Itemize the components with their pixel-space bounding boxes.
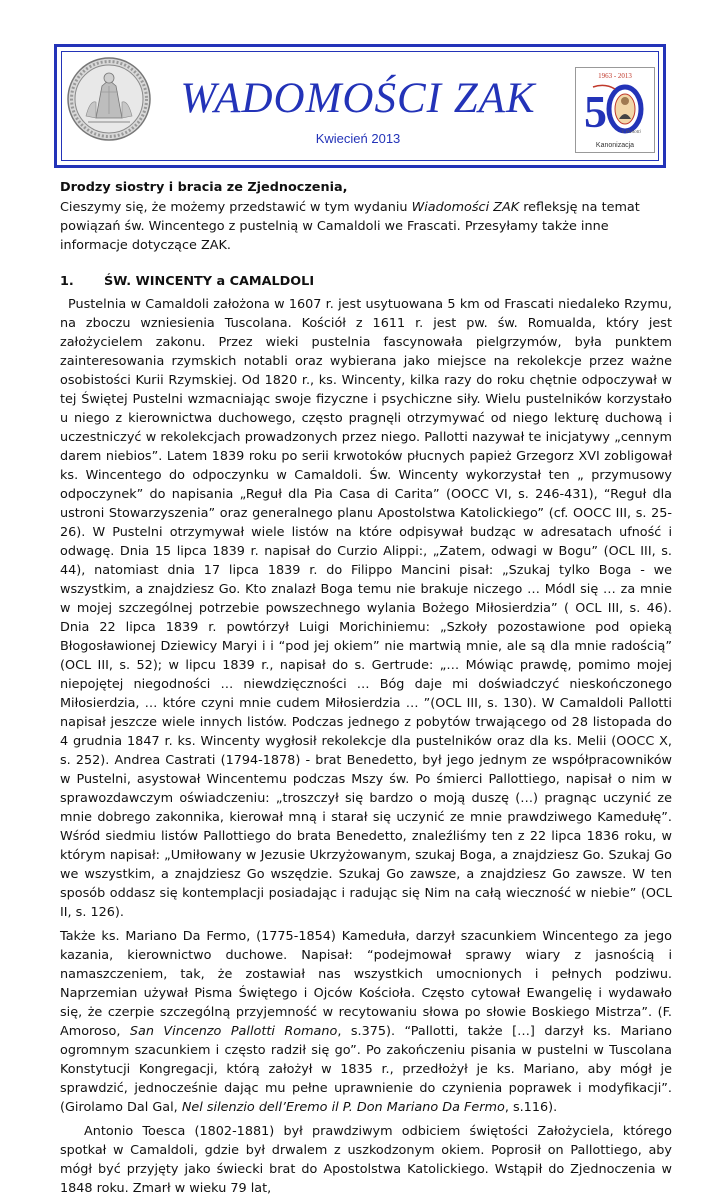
intro-text-1: Cieszymy się, że możemy przedstawić w tym wydaniu	[60, 200, 412, 215]
paragraph-mariano	[60, 927, 672, 1117]
section-number: 1.	[60, 274, 74, 289]
article-body	[60, 178, 672, 1198]
svg-text:5: 5	[584, 86, 607, 137]
logo-caption-text: Kanonizacja	[595, 142, 635, 149]
mariano-text-3: , s.116).	[504, 1100, 558, 1115]
paragraph-toesca: Antonio Toesca (1802-1881) był prawdziwym odbiciem świętości Założyciela, którego spotkał w Camaldoli, gdzie był drwalem z uszkodzonym okiem. Poprosił on Pallottiego, aby mógł być przyjęty jako świecki brat do Apostolstwa Katolickiego. Wstąpił do Zjednoczenia w 1848 roku. Zmarł w wieku 79 lat,	[60, 1124, 672, 1196]
paragraph-camaldoli: Pustelnia w Camaldoli założona w 1607 r. jest usytuowana 5 km od Frascati niedaleko Rzymu, na zboczu wzniesienia Tuscolana. Kościół z 1611 r. jest pw. św. Romualda, który jest założycielem zakonu. Przez wieki pustelnia fascynowała pielgrzymów, była punktem zainteresowania rzymskich notabli oraz wybierana jako miejsce na rekolekcje przez ważne osobistości Kurii Rzymskiej. Od 1820 r., ks. Wincenty, kilka razy do roku chętnie odpoczywał w tej Świętej Pustelni wzmacniając swoje fizyczne i psychiczne siły. Wielu pustelników korzystało u niego z kierownictwa duchowego, często pragnęli otrzymywać od niego lekturę duchową i uczestniczyć w rekolekcjach prowadzonych przez niego. Pallotti nazywał te inicjatywy „cennym darem niebios”. Latem 1839 roku po serii krwotoków płucnych papież Grzegorz XVI zobligował ks. Wincentego do odpoczynku w Camaldoli. Św. Wincenty wykorzystał ten „ przymusowy odpoczynek” do napisania „Reguł dla Pia Casa di Carita” (OOCC VI, s. 246-431), “Reguł dla ustroni Stowarzyszenia” oraz generalnego planu Apostolstwa Katolickiego” (cf. OOCC III, s. 25-26). W Pustelni otrzymywał wiele listów na które odpisywał budząc w adresatach ufność i odwagę. Dnia 15 lipca 1839 r. napisał do Curzio Alippi:, „Zatem, odwagi w Bogu” (OCL III, s. 44), natomiast dnia 17 lipca 1839 r. do Filippo Mancini pisał: „Szukaj tylko Boga - we wszystkim, a znajdziesz Go. Kto znalazł Boga temu nie brakuje niczego … Módl się … za mnie w mojej szczególnej potrzebie powszechnego wylania Bożego Miłosierdzia” ( OCL III, s. 46). Dnia 22 lipca 1839 r. powtórzył Luigi Morichiniemu: „Szkoły pozostawione pod opieką Błogosławionej Dziewicy Maryi i i “pod jej okiem” nie martwią mnie, ale są dla mnie radością” (OCL III, s. 52); w lipcu 1839 r., napisał do s. Gertrude: „… Mówiąc prawdę, pomimo mojej niepojętej niegodności … niewdzięczności … Bóg daje mi doświadczyć nieskończonego Miłosierdzia, … które czyni mnie cudem Miłosierdzia … ”(OCL III, s. 130). W Camaldoli Pallotti napisał jeszcze wiele innych listów. Podczas jednego z pobytów trwającego od 28 listopada do 4 grudnia 1847 r. ks. Wincenty wygłosił rekolekcje dla pustelników oraz dla ks. Melii (OOCC X, s. 252). Andrea Castrati (1794-1878) - brat Benedetto, był jego jednym ze współpracowników w Pustelni, asystował Wincentemu podczas Mszy św. Po śmierci Pallottiego, napisał o nim w sprawozdawczym oświadczeniu: „troszczył się bardzo o moją duszę (…) pragnąc uczynić ze mnie dobrego zakonnika, kierował mną i starał się uczynić ze mnie prawdziwego Kamedułę”. Wśród siedmiu listów Pallottiego do brata Benedetto, znaleźliśmy ten z 22 lipca 1836 roku, w którym napisał: „Umiłowany w Jezusie Ukrzyżowanym, szukaj Boga, a znajdziesz Go. Szukaj Go we wszystkim, a znajdziesz Go wszędzie. Szukaj Go zawsze, a znajdziesz Go zawsze. W ten sposób oddasz się kontemplacji posiadając i radując się Nim na całą wieczność w niebie” (OCL II, s. 126).	[60, 297, 672, 920]
mariano-citation-1: San Vincenzo Pallotti Romano	[129, 1024, 338, 1039]
issue-date: Kwiecień 2013	[315, 131, 401, 146]
logo-years-text: 1963 - 2013	[598, 72, 632, 80]
seal-emblem-image	[66, 56, 152, 142]
section-heading	[60, 272, 672, 291]
section-title: ŚW. WINCENTY a CAMALDOLI	[104, 274, 315, 289]
mariano-text-2: , s.375). “Pallotti, także […] darzył ks. Mariano ogromnym szacunkiem i często radził się go”. Po zakończeniu pisania w pustelni w Tuscolana Konstytucji Kongregacji, którą założył w 1835 r., przedłożył je ks. Mariano, aby mógł je sprawdzić, jednocześnie dając mu pełne uprawnienie do czynienia poprawek i modyfikacji”. (Girolamo Dal Gal,	[60, 1024, 672, 1115]
newsletter-title: WADOMOŚCI ZAK	[180, 75, 536, 122]
greeting: Drodzy siostry i bracia ze Zjednoczenia,	[60, 180, 348, 195]
masthead	[54, 44, 666, 168]
intro-text-2: refleksję na temat powiązań św. Wincentego z pustelnią w Camaldoli we Frascati. Przesyłamy także inne informacje dotyczące ZAK.	[60, 200, 640, 253]
intro-paragraph	[60, 198, 672, 255]
anniversary-logo-image	[575, 67, 655, 153]
svg-text:V. Pallotti: V. Pallotti	[621, 130, 641, 135]
mariano-text-1: Także ks. Mariano Da Fermo, (1775-1854) Kameduła, darzył szacunkiem Wincentego za jego kazania, kierownictwo duchowe. Napisał: “podejmował sprawy wiary z jasnością i namaszczeniem, tak, że zostawiał nas wszystkich umocnionych i pełnych podziwu. Naprzemian używał Pisma Świętego i Ojców Kościoła. Często cytował Ewangelię i wydawało się, że czerpie szczególną przyjemność w recytowaniu słowa po słowie Boskiego Mistrza”. (F. Amoroso,	[60, 929, 672, 1039]
mariano-citation-2: Nel silenzio dell’Eremo il P. Don Mariano Da Fermo	[181, 1100, 505, 1115]
intro-newsletter-name: Wiadomości ZAK	[411, 200, 520, 215]
